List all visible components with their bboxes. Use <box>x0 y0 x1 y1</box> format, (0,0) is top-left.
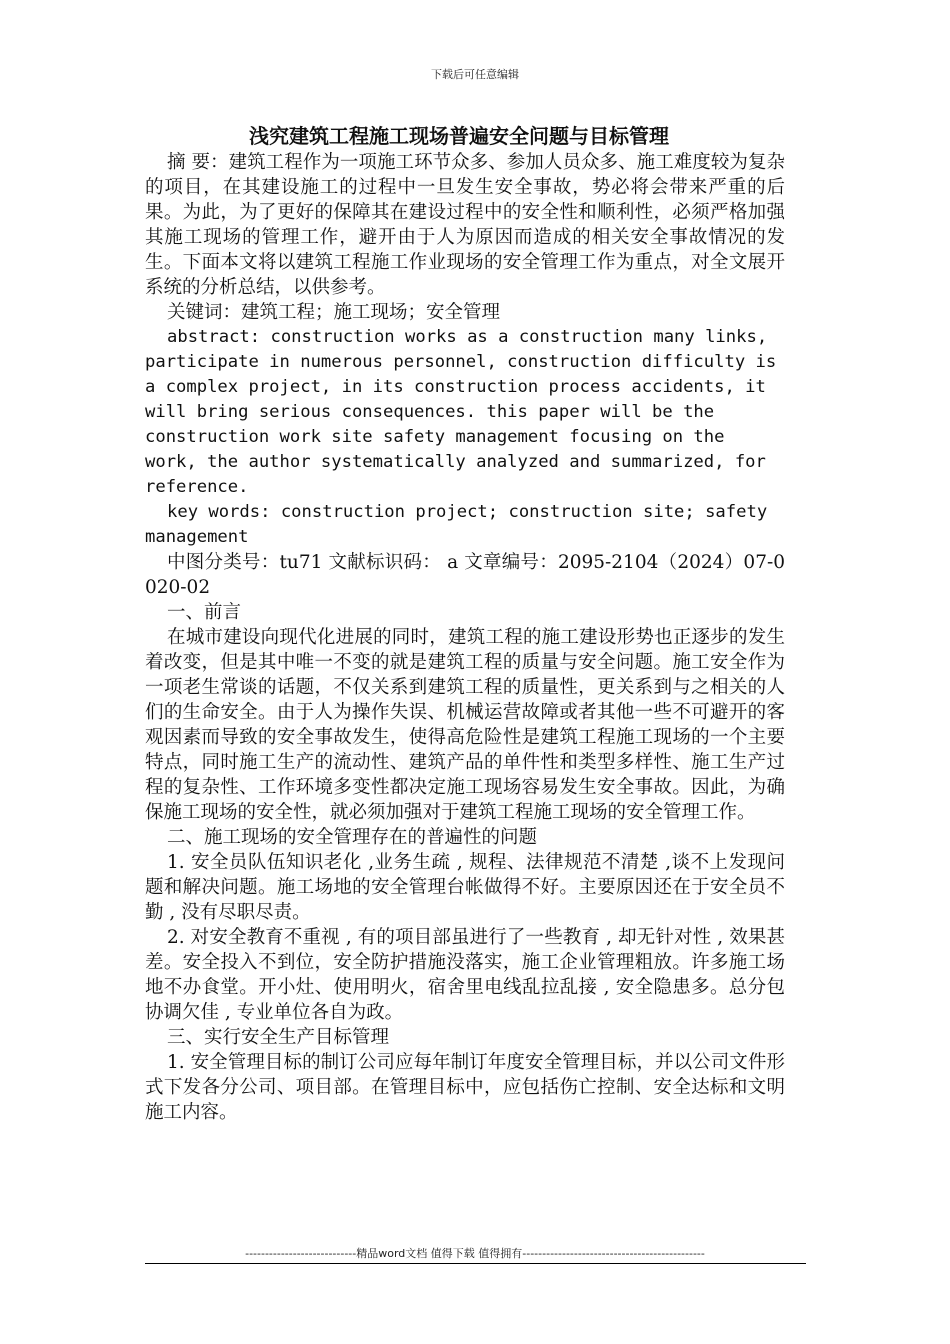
keywords-en-paragraph: key words: construction project; construction site; safety management <box>145 502 768 547</box>
body-paragraph: 2. 对安全教育不重视 , 有的项目部虽进行了一些教育 , 却无针对性 , 效果甚差。安全投入不到位，安全防护措施没落实，施工企业管理粗放。许多施工场地不办食堂。开小灶、使用明火，宿舍里电线乱拉乱接 , 安全隐患多。总分包协调欠佳 , 专业单位各自为政。 <box>145 927 785 1023</box>
document-title: 浅究建筑工程施工现场普遍安全问题与目标管理 <box>249 124 669 148</box>
header-note: 下载后可任意编辑 <box>431 68 519 81</box>
body-paragraph: 1. 安全管理目标的制订公司应每年制订年度安全管理目标，并以公司文件形式下发各分公司、项目部。在管理目标中，应包括伤亡控制、安全达标和文明施工内容。 <box>145 1052 785 1123</box>
section-heading-1: 一、前言 <box>167 602 242 623</box>
footer-divider <box>145 1263 806 1264</box>
document-body <box>145 122 785 1125</box>
footer-note: ----------------------------精品word文档 值得下载 值得拥有---------------------------------------------- <box>245 1247 705 1260</box>
classification-paragraph: 中图分类号：tu71 文献标识码： a 文章编号：2095-2104（2024）07-0020-02 <box>145 552 785 598</box>
abstract-en-paragraph: abstract: construction works as a construction many links, participate in numerous personnel, construction difficulty is a complex project, in its construction process accidents, it will bring serious consequences. this paper will be the construction work site safety management focusing on the work, the author systematically analyzed and summarized, for reference. <box>145 327 777 497</box>
body-paragraph: 在城市建设向现代化进展的同时，建筑工程的施工建设形势也正逐步的发生着改变，但是其中唯一不变的就是建筑工程的质量与安全问题。施工安全作为一项老生常谈的话题，不仅关系到建筑工程的质量性，更关系到与之相关的人们的生命安全。由于人为操作失误、机械运营故障或者其他一些不可避开的客观因素而导致的安全事故发生，使得高危险性是建筑工程施工现场的一个主要特点，同时施工生产的流动性、建筑产品的单件性和类型多样性、施工生产过程的复杂性、工作环境多变性都决定施工现场容易发生安全事故。因此，为确保施工现场的安全性，就必须加强对于建筑工程施工现场的安全管理工作。 <box>145 627 785 823</box>
section-heading-3: 三、实行安全生产目标管理 <box>167 1027 390 1048</box>
body-paragraph: 1. 安全员队伍知识老化 ,业务生疏 , 规程、法律规范不清楚 ,谈不上发现问题和解决问题。施工场地的安全管理台帐做得不好。主要原因还在于安全员不勤 , 没有尽职尽责。 <box>145 852 785 923</box>
keywords-cn-paragraph: 关键词：建筑工程；施工现场；安全管理 <box>167 302 501 323</box>
abstract-cn-paragraph: 摘 要：建筑工程作为一项施工环节众多、参加人员众多、施工难度较为复杂的项目，在其建设施工的过程中一旦发生安全事故，势必将会带来严重的后果。为此，为了更好的保障其在建设过程中的安全性和顺利性，必须严格加强其施工现场的管理工作，避开由于人为原因而造成的相关安全事故情况的发生。下面本文将以建筑工程施工作业现场的安全管理工作为重点，对全文展开系统的分析总结，以供参考。 <box>145 152 785 298</box>
section-heading-2: 二、施工现场的安全管理存在的普遍性的问题 <box>167 827 538 848</box>
